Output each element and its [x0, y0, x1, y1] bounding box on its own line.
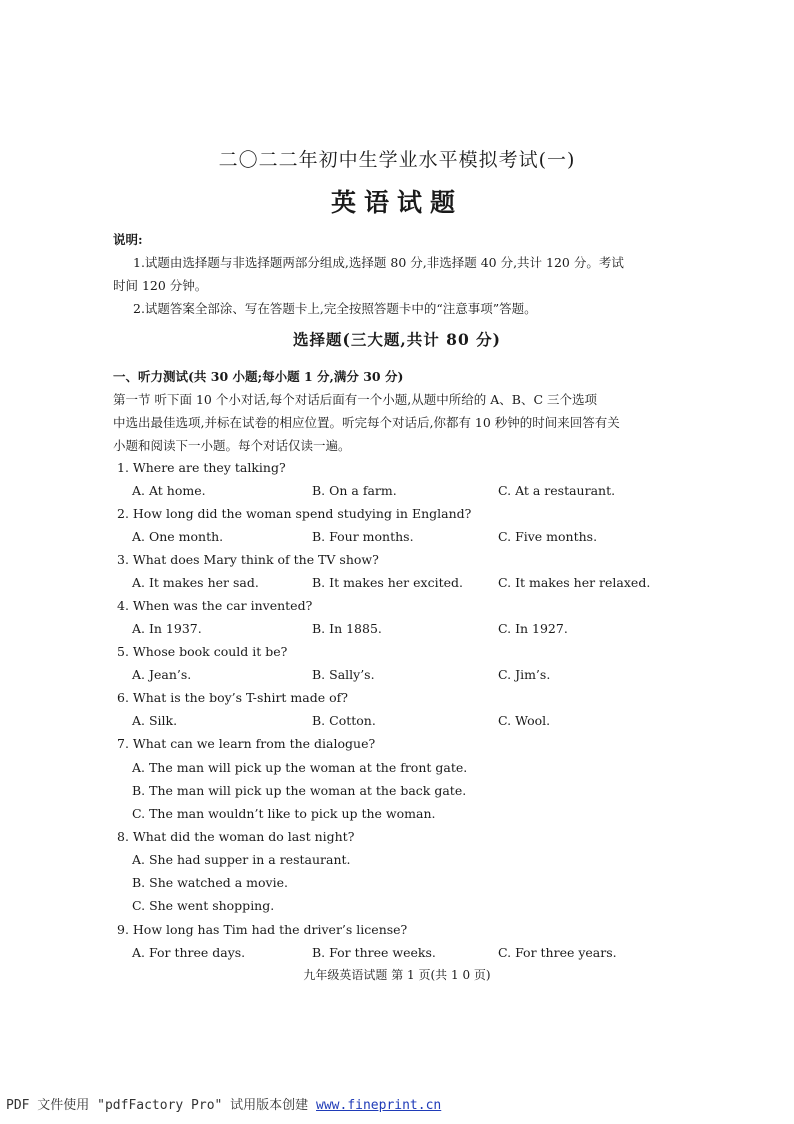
option-a[interactable]: A. Silk.	[132, 713, 178, 728]
question-stem: 8. What did the woman do last night?	[117, 829, 355, 844]
question-stem: 9. How long has Tim had the driver’s license?	[117, 922, 408, 937]
question-stem: 4. When was the car invented?	[117, 598, 313, 613]
subject-title: 英语试题	[330, 188, 463, 217]
option-b[interactable]: B. She watched a movie.	[132, 875, 288, 890]
option-b[interactable]: B. Four months.	[312, 529, 414, 544]
pdf-watermark	[6, 1094, 441, 1113]
option-b[interactable]: B. The man will pick up the woman at the back gate.	[132, 783, 467, 798]
instruction-line-1b: 时间 120 分钟。	[113, 278, 208, 293]
section-title: 选择题(三大题,共计 80 分)	[293, 330, 501, 349]
question-stem: 6. What is the boy’s T-shirt made of?	[117, 690, 348, 705]
option-c[interactable]: C. The man wouldn’t like to pick up the woman.	[132, 806, 436, 821]
option-b[interactable]: B. Cotton.	[312, 713, 376, 728]
instruction-line-2: 2.试题答案全部涂、写在答题卡上,完全按照答题卡中的“注意事项”答题。	[133, 301, 537, 316]
option-a[interactable]: A. For three days.	[132, 945, 246, 960]
watermark-link[interactable]: www.fineprint.cn	[316, 1098, 442, 1113]
option-c[interactable]: C. She went shopping.	[132, 898, 275, 913]
listening-intro	[113, 365, 688, 457]
question-stem: 7. What can we learn from the dialogue?	[117, 736, 376, 751]
option-c[interactable]: C. Wool.	[498, 713, 551, 728]
option-a[interactable]: A. At home.	[132, 483, 206, 498]
page-footer: 九年级英语试题 第 1 页(共 1 0 页)	[303, 968, 491, 982]
option-c[interactable]: C. Five months.	[498, 529, 598, 544]
option-c[interactable]: C. Jim’s.	[498, 667, 551, 682]
option-a[interactable]: A. Jean’s.	[132, 667, 192, 682]
part-line-3: 小题和阅读下一小题。每个对话仅读一遍。	[113, 438, 351, 453]
option-a[interactable]: A. The man will pick up the woman at the front gate.	[132, 760, 468, 775]
option-b[interactable]: B. In 1885.	[312, 621, 382, 636]
part-heading: 一、听力测试(共 30 小题;每小题 1 分,满分 30 分)	[113, 369, 404, 384]
option-b[interactable]: B. On a farm.	[312, 483, 397, 498]
option-c[interactable]: C. It makes her relaxed.	[498, 575, 651, 590]
option-b[interactable]: B. It makes her excited.	[312, 575, 463, 590]
option-b[interactable]: B. For three weeks.	[312, 945, 436, 960]
question-stem: 2. How long did the woman spend studying in England?	[117, 506, 472, 521]
instructions	[113, 228, 688, 320]
option-a[interactable]: A. It makes her sad.	[132, 575, 259, 590]
exam-title: 二〇二二年初中生学业水平模拟考试(一)	[218, 149, 576, 171]
option-b[interactable]: B. Sally’s.	[312, 667, 375, 682]
option-c[interactable]: C. For three years.	[498, 945, 617, 960]
option-a[interactable]: A. One month.	[132, 529, 224, 544]
part-line-1: 第一节 听下面 10 个小对话,每个对话后面有一个小题,从题中所给的 A、B、C 三个选项	[113, 392, 597, 407]
option-c[interactable]: C. At a restaurant.	[498, 483, 616, 498]
instructions-heading: 说明:	[113, 232, 143, 247]
question-stem: 3. What does Mary think of the TV show?	[117, 552, 379, 567]
watermark-text: PDF 文件使用 "pdfFactory Pro" 试用版本创建	[6, 1098, 317, 1113]
option-a[interactable]: A. She had supper in a restaurant.	[132, 852, 351, 867]
instruction-line-1: 1.试题由选择题与非选择题两部分组成,选择题 80 分,非选择题 40 分,共计 120 分。考试	[133, 255, 624, 270]
question-stem: 5. Whose book could it be?	[117, 644, 288, 659]
option-c[interactable]: C. In 1927.	[498, 621, 568, 636]
part-line-2: 中选出最佳选项,并标在试卷的相应位置。听完每个对话后,你都有 10 秒钟的时间来回答有关	[113, 415, 620, 430]
option-a[interactable]: A. In 1937.	[132, 621, 202, 636]
question-stem: 1. Where are they talking?	[117, 460, 286, 475]
